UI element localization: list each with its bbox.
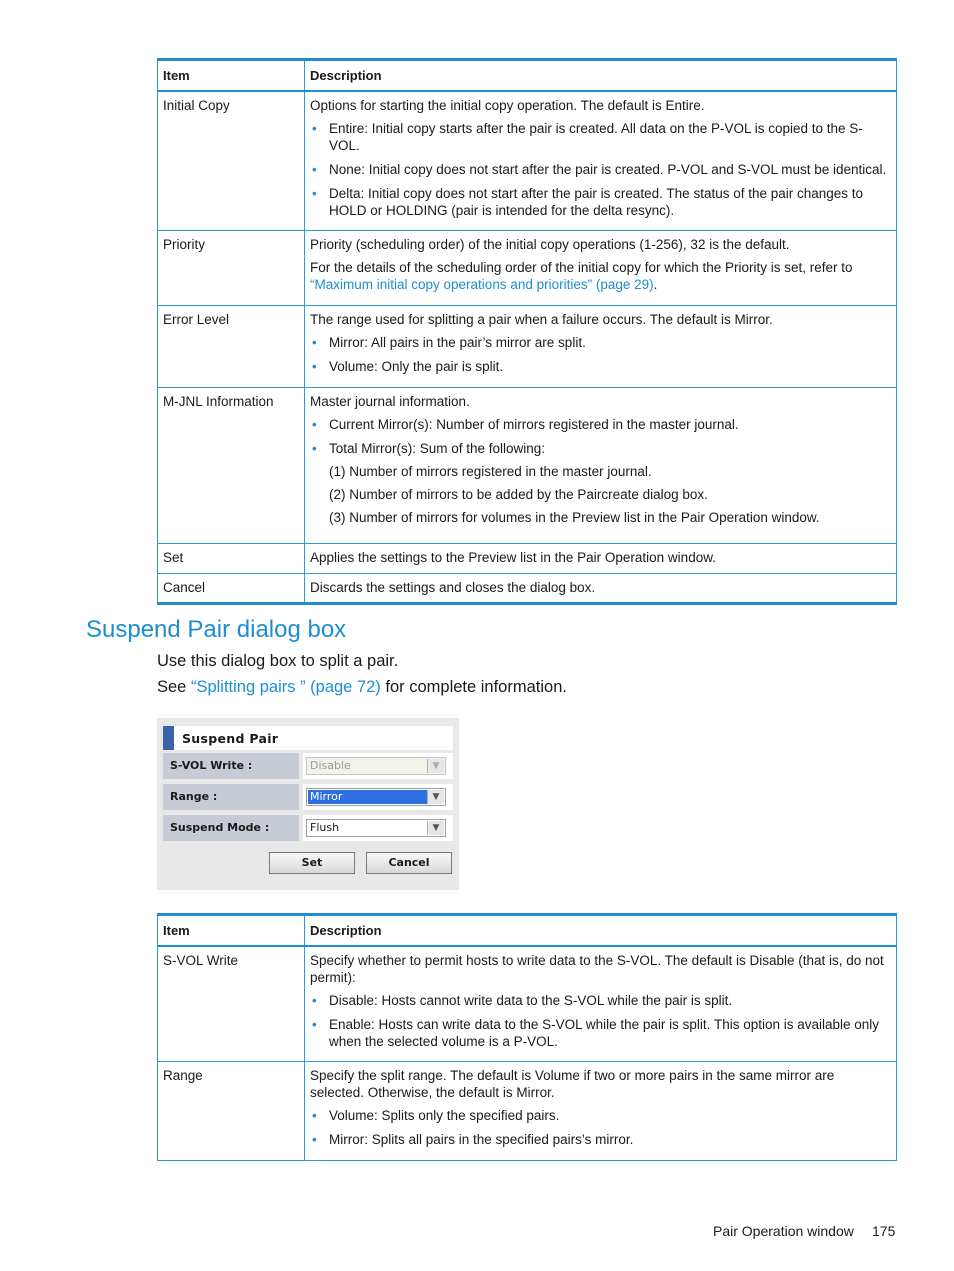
page-number: 175 bbox=[872, 1223, 896, 1239]
suspend-options-table bbox=[157, 913, 897, 1161]
list-item: • Disable: Hosts cannot write data to the S-VOL while the pair is split. bbox=[329, 992, 891, 1009]
dialog-title: Suspend Pair bbox=[182, 731, 279, 746]
list-item: • Current Mirror(s): Number of mirrors registered in the master journal. bbox=[329, 416, 891, 433]
title-marker bbox=[163, 726, 174, 750]
description-cell bbox=[305, 305, 897, 387]
see-suffix: for complete information. bbox=[380, 678, 567, 696]
bullet-list bbox=[310, 416, 891, 457]
sub-line: (3) Number of mirrors for volumes in the Preview list in the Pair Operation window. bbox=[329, 509, 820, 525]
bullet-list bbox=[310, 1107, 891, 1148]
item-cell: Initial Copy bbox=[158, 91, 305, 230]
range-select[interactable] bbox=[306, 788, 446, 806]
list-item: • Enable: Hosts can write data to the S-VOL while the pair is split. This option is available only when the selected volume is a P-VOL. bbox=[329, 1016, 891, 1050]
detail-suffix: . bbox=[653, 276, 658, 292]
cancel-button[interactable]: Cancel bbox=[366, 852, 452, 874]
list-item: • Entire: Initial copy starts after the pair is created. All data on the P-VOL is copied to the S-VOL. bbox=[329, 120, 891, 154]
cross-reference-link[interactable]: “Maximum initial copy operations and priorities” (page 29) bbox=[310, 276, 654, 292]
list-item: • Mirror: All pairs in the pair’s mirror are split. bbox=[329, 334, 891, 351]
chevron-down-icon: ▼ bbox=[427, 821, 444, 835]
table-row bbox=[158, 91, 897, 230]
description-text: Specify whether to permit hosts to write data to the S-VOL. The default is Disable (that is, do not permit): bbox=[310, 953, 884, 985]
item-cell: Set bbox=[158, 543, 305, 573]
description-text: Discards the settings and closes the dialog box. bbox=[310, 579, 596, 595]
description-text: Priority (scheduling order) of the initial copy operations (1-256), 32 is the default. bbox=[310, 236, 790, 252]
suspend-pair-dialog bbox=[157, 718, 459, 890]
bullet-list bbox=[310, 992, 891, 1050]
description-text: Options for starting the initial copy operation. The default is Entire. bbox=[310, 98, 705, 113]
suspend-mode-select[interactable] bbox=[306, 819, 446, 837]
svol-write-value: Disable bbox=[310, 759, 351, 772]
description-detail bbox=[310, 259, 891, 293]
list-item: • None: Initial copy does not start after the pair is created. P-VOL and S-VOL must be identical. bbox=[329, 161, 891, 178]
item-cell: M-JNL Information bbox=[158, 387, 305, 543]
see-prefix: See bbox=[157, 678, 191, 696]
table-row bbox=[158, 1061, 897, 1160]
table-row bbox=[158, 387, 897, 543]
item-cell: Cancel bbox=[158, 573, 305, 603]
item-cell: Priority bbox=[158, 230, 305, 305]
item-cell: Range bbox=[158, 1061, 305, 1160]
description-cell bbox=[305, 946, 897, 1061]
description-text: Applies the settings to the Preview list in the Pair Operation window. bbox=[310, 549, 716, 565]
chevron-down-icon: ▼ bbox=[427, 790, 444, 804]
svol-write-field bbox=[303, 753, 453, 779]
dialog-title-bar bbox=[163, 726, 453, 750]
range-field bbox=[303, 784, 453, 810]
table-row bbox=[158, 573, 897, 603]
table-row bbox=[158, 230, 897, 305]
range-value: Mirror bbox=[308, 790, 428, 804]
range-label: Range : bbox=[163, 784, 299, 810]
suspend-mode-field bbox=[303, 815, 453, 841]
header-item: Item bbox=[158, 915, 305, 947]
description-cell bbox=[305, 543, 897, 573]
options-table bbox=[157, 58, 897, 605]
sub-line: (2) Number of mirrors to be added by the Paircreate dialog box. bbox=[329, 486, 708, 502]
see-also-paragraph bbox=[157, 678, 567, 697]
bullet-list bbox=[310, 334, 891, 375]
table-row bbox=[158, 543, 897, 573]
header-description: Description bbox=[305, 60, 897, 92]
list-item: • Volume: Splits only the specified pairs. bbox=[329, 1107, 891, 1124]
description-cell bbox=[305, 573, 897, 603]
svol-write-select[interactable] bbox=[306, 757, 446, 775]
intro-paragraph: Use this dialog box to split a pair. bbox=[157, 652, 399, 670]
list-item: • Mirror: Splits all pairs in the specified pairs’s mirror. bbox=[329, 1131, 891, 1148]
set-button[interactable]: Set bbox=[269, 852, 355, 874]
table-header-row bbox=[158, 915, 897, 947]
footer-section-name: Pair Operation window bbox=[713, 1223, 854, 1239]
list-item: • Total Mirror(s): Sum of the following: bbox=[329, 440, 891, 457]
list-item: • Delta: Initial copy does not start after the pair is created. The status of the pair changes to HOLD or HOLDING (pair is intended for the delta resync). bbox=[329, 185, 891, 219]
description-cell bbox=[305, 230, 897, 305]
description-text: Master journal information. bbox=[310, 393, 470, 409]
item-cell: S-VOL Write bbox=[158, 946, 305, 1061]
header-description: Description bbox=[305, 915, 897, 947]
bullet-list bbox=[310, 120, 891, 219]
detail-prefix: For the details of the scheduling order of the initial copy for which the Priority is set, refer to bbox=[310, 259, 853, 275]
list-item: • Volume: Only the pair is split. bbox=[329, 358, 891, 375]
description-text: Specify the split range. The default is Volume if two or more pairs in the same mirror are selected. Otherwise, the default is Mirror. bbox=[310, 1067, 835, 1100]
description-cell bbox=[305, 91, 897, 230]
table-header-row bbox=[158, 60, 897, 92]
splitting-pairs-link[interactable]: “Splitting pairs ” (page 72) bbox=[190, 678, 381, 696]
sub-line: (1) Number of mirrors registered in the master journal. bbox=[329, 463, 652, 479]
suspend-mode-value: Flush bbox=[310, 821, 340, 834]
svol-write-label: S-VOL Write : bbox=[163, 753, 299, 779]
description-text: The range used for splitting a pair when a failure occurs. The default is Mirror. bbox=[310, 311, 773, 327]
description-cell bbox=[305, 1061, 897, 1160]
description-cell bbox=[305, 387, 897, 543]
table-row bbox=[158, 305, 897, 387]
table-row bbox=[158, 946, 897, 1061]
suspend-mode-label: Suspend Mode : bbox=[163, 815, 299, 841]
item-cell: Error Level bbox=[158, 305, 305, 387]
header-item: Item bbox=[158, 60, 305, 92]
chevron-down-icon: ▼ bbox=[427, 759, 444, 773]
section-heading: Suspend Pair dialog box bbox=[86, 616, 347, 643]
